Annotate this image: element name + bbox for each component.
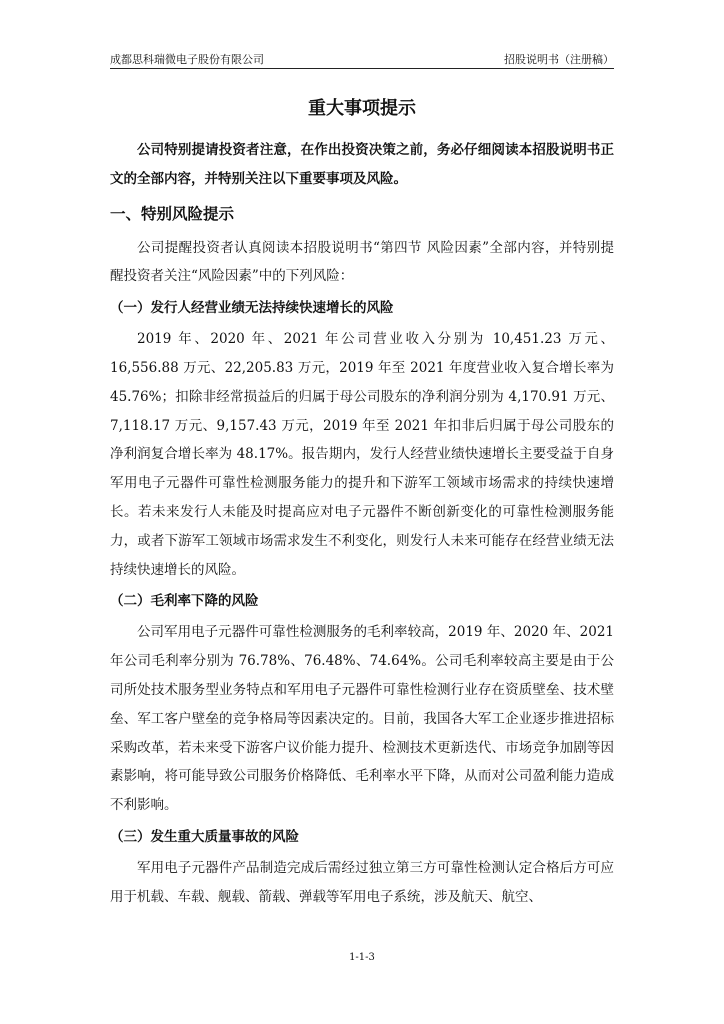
section-heading-special-risk: 一、特别风险提示 <box>110 204 235 223</box>
risk-paragraph-quality-accident: 军用电子元器件产品制造完成后需经过独立第三方可靠性检测认定合格后方可应用于机载、车载、舰载、箭载、弹载等军用电子系统，涉及航天、航空、 <box>110 859 614 905</box>
section-intro-paragraph: 公司提醒投资者认真阅读本招股说明书“第四节 风险因素”全部内容，并特别提醒投资者关注“风险因素”中的下列风险： <box>110 239 614 285</box>
page-header <box>110 52 614 69</box>
risk-heading-quality-accident: （三）发生重大质量事故的风险 <box>110 828 299 845</box>
page-content <box>110 90 614 912</box>
risk-paragraph-gross-margin: 公司军用电子元器件可靠性检测服务的毛利率较高，2019 年、2020 年、2021 年公司毛利率分别为 76.78%、76.48%、74.64%。公司毛利率较高主要是由于公司所处技术服务型业务特点和军用电子元器件可靠性检测行业存在资质壁垒、技术壁垒、军工客户壁垒的竞争格局等因素决定的。目前，我国各大军工企业逐步推进招标采购改革，若未来受下游客户议价能力提升、检测技术更新迭代、市场竞争加剧等因素影响，将可能导致公司服务价格降低、毛利率水平下降，从而对公司盈利能力造成不利影响。 <box>110 624 614 814</box>
risk-paragraph-performance: 2019 年、2020 年、2021 年公司营业收入分别为 10,451.23 万元、16,556.88 万元、22,205.83 万元，2019 年至 2021 年度营业收入复合增长率为 45.76%；扣除非经常损益后的归属于母公司股东的净利润分别为 4,170.91 万元、7,118.17 万元、9,157.43 万元，2019 年至 2021 年扣非后归属于母公司股东的净利润复合增长率为 48.17%。报告期内，发行人经营业绩快速增长主要受益于自身军用电子元器件可靠性检测服务能力的提升和下游军工领域市场需求的持续快速增长。若未来发行人未能及时提高应对电子元器件不断创新变化的可靠性检测服务能力，或者下游军工领域市场需求发生不利变化，则发行人未来可能存在经营业绩无法持续快速增长的风险。 <box>110 331 614 578</box>
document-title: 重大事项提示 <box>308 98 416 119</box>
risk-heading-performance: （一）发行人经营业绩无法持续快速增长的风险 <box>110 300 394 317</box>
page-number: 1-1-3 <box>349 952 375 963</box>
intro-paragraph: 公司特别提请投资者注意，在作出投资决策之前，务必仔细阅读本招股说明书正文的全部内容，并特别关注以下重要事项及风险。 <box>110 142 614 187</box>
header-company-name: 成都思科瑞微电子股份有限公司 <box>110 53 264 66</box>
risk-heading-gross-margin: （二）毛利率下降的风险 <box>110 593 259 610</box>
header-document-type: 招股说明书（注册稿） <box>504 53 614 66</box>
